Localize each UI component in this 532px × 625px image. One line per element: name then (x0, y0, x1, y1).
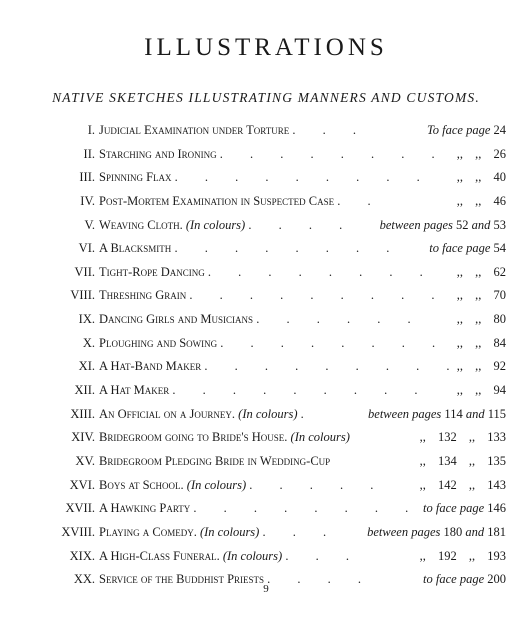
leader-dots: . . . . . . . . (193, 501, 421, 516)
entry-title (99, 166, 432, 190)
entry-number: X. (82, 335, 95, 350)
page-reference: to face page 200 (423, 572, 506, 587)
entry-number: XII. (74, 383, 95, 398)
list-item (0, 143, 532, 167)
leader-dots: . . . (262, 524, 339, 539)
entry-title (99, 261, 435, 285)
entry-title-text: Service of the Buddhist Priests (99, 572, 265, 587)
list-item (0, 497, 532, 521)
list-item (0, 166, 532, 190)
page-reference: ,, 134 ,, 135 (419, 453, 506, 468)
leader-dots: . . . . . . . . (220, 335, 448, 350)
page-reference: ,, ,, 84 (456, 335, 506, 350)
entry-title (99, 308, 423, 332)
list-item (0, 261, 532, 285)
entry-number: XVII. (65, 501, 95, 516)
list-item (0, 450, 532, 474)
entry-title-text: Spinning Flax (99, 170, 172, 185)
leader-dots: . . . . . . . . (207, 264, 435, 279)
list-item (0, 379, 532, 403)
entry-note: (In colours) (185, 217, 246, 232)
leader-dots: . . . . . (249, 477, 386, 492)
entry-title (99, 237, 401, 261)
entry-title (99, 545, 361, 569)
entry-title (99, 450, 330, 474)
list-item (0, 284, 532, 308)
entry-note: (In colours) (238, 406, 298, 421)
page-reference: to face page 54 (429, 241, 506, 256)
page-reference: ,, ,, 92 (456, 359, 506, 374)
entry-title (99, 119, 368, 143)
entry-title (99, 143, 447, 167)
leader-dots: . . . . (248, 217, 355, 232)
entry-title-text: Starching and Ironing (99, 146, 217, 161)
entry-title-text: Ploughing and Sowing (99, 335, 218, 350)
entry-title-text: Playing a Comedy. (99, 524, 197, 539)
list-item (0, 332, 532, 356)
page-reference: ,, ,, 70 (456, 288, 506, 303)
entry-title-text: A Hat Maker (99, 383, 170, 398)
entry-title (99, 284, 447, 308)
entry-number: XVIII. (61, 524, 95, 539)
entry-title-text: Post-Mortem Examination in Suspected Case (99, 193, 335, 208)
page-reference: ,, ,, 46 (456, 193, 506, 208)
entry-title (99, 426, 350, 450)
page-reference: between pages 180 and 181 (367, 524, 506, 539)
entry-number: I. (87, 123, 95, 137)
entry-title (99, 214, 354, 238)
entry-title-text: A Hat-Band Maker (99, 359, 202, 374)
page-reference: between pages 52 and 53 (379, 217, 506, 232)
entry-title (99, 355, 461, 379)
entry-number: II. (83, 146, 95, 161)
entry-number: XIII. (70, 406, 95, 421)
entry-note: (In colours) (222, 548, 283, 563)
entry-number: VI. (78, 241, 95, 256)
leader-dots: . . (337, 193, 383, 208)
leader-dots: . . . . (267, 572, 374, 587)
list-item (0, 214, 532, 238)
entry-title-text: Dancing Girls and Musicians (99, 312, 254, 327)
entry-title-text: A High-Class Funeral. (99, 548, 220, 563)
leader-dots: . . . . . . . . (219, 146, 447, 161)
page-reference: ,, ,, 80 (456, 312, 506, 327)
leader-dots: . . . (285, 548, 361, 563)
list-item (0, 474, 532, 498)
leader-dots: . . . . . . . . (174, 241, 402, 256)
entry-title (99, 521, 338, 545)
list-item (0, 308, 532, 332)
page-reference: ,, 192 ,, 193 (419, 548, 506, 563)
entry-note: (In colours) (199, 524, 260, 539)
entry-title (99, 379, 429, 403)
entry-title-text: Bridegroom going to Bride's House. (99, 430, 288, 445)
entry-title-text: Boys at School. (99, 477, 184, 492)
entry-note: (In colours) (290, 430, 350, 445)
page-reference: to face page 146 (423, 501, 506, 516)
entry-title (99, 403, 316, 427)
entry-number: V. (84, 217, 95, 232)
page-reference: ,, 142 ,, 143 (419, 477, 506, 492)
entry-title-text: Judicial Examination under Torture (99, 123, 290, 137)
entry-title (99, 332, 447, 356)
page-reference: To face page 24 (426, 123, 506, 137)
entry-number: VII. (74, 264, 95, 279)
entry-number: III. (79, 170, 95, 185)
entry-title-text: Tight-Rope Dancing (99, 264, 205, 279)
entry-number: IX. (78, 312, 95, 327)
page-title: ILLUSTRATIONS (144, 34, 388, 61)
page-reference: ,, ,, 94 (456, 383, 506, 398)
entry-note: (In colours) (186, 477, 247, 492)
entry-title-text: Weaving Cloth. (99, 217, 183, 232)
entry-number: XIV. (71, 430, 95, 445)
illustration-list (0, 119, 532, 592)
entry-title-text: A Hawking Party (99, 501, 191, 516)
entry-title (99, 474, 385, 498)
entry-number: XI. (78, 359, 95, 374)
leader-dots: . . . . . . . . . (189, 288, 447, 303)
leader-dots: . . . . . . . . . (204, 359, 462, 374)
page-reference: between pages 114 and 115 (368, 406, 506, 421)
list-item (0, 355, 532, 379)
entry-title-text: Threshing Grain (99, 288, 187, 303)
leader-dots: . . . . . . . . . (174, 170, 432, 185)
list-item (0, 521, 532, 545)
list-item (0, 237, 532, 261)
page-number: 9 (263, 583, 269, 595)
list-item (0, 190, 532, 214)
page-reference: ,, ,, 40 (456, 170, 506, 185)
entry-title-text: Bridegroom Pledging Bride in Wedding-Cup (99, 453, 331, 468)
entry-number: XV. (75, 453, 95, 468)
entry-number: XIX. (69, 548, 95, 563)
entry-title (99, 497, 420, 521)
page-reference: ,, 132 ,, 133 (419, 430, 506, 445)
entry-number: VIII. (70, 288, 95, 303)
entry-number: XVI. (69, 477, 95, 492)
leader-dots: . (300, 406, 316, 421)
list-item (0, 403, 532, 427)
list-item (0, 545, 532, 569)
entry-number: IV. (80, 193, 95, 208)
list-item (0, 119, 532, 143)
entry-title (99, 190, 383, 214)
section-subtitle: NATIVE SKETCHES ILLUSTRATING MANNERS AND CUSTOMS. (52, 90, 480, 105)
entry-title-text: An Official on a Journey. (99, 406, 236, 421)
entry-title-text: A Blacksmith (99, 241, 172, 256)
list-item (0, 426, 532, 450)
leader-dots: . . . . . . . . . (172, 383, 430, 398)
entry-number: XX. (73, 572, 95, 587)
page-reference: ,, ,, 62 (456, 264, 506, 279)
leader-dots: . . . . . . (256, 312, 423, 327)
page-reference: ,, ,, 26 (456, 146, 506, 161)
leader-dots: . . . (292, 123, 368, 137)
